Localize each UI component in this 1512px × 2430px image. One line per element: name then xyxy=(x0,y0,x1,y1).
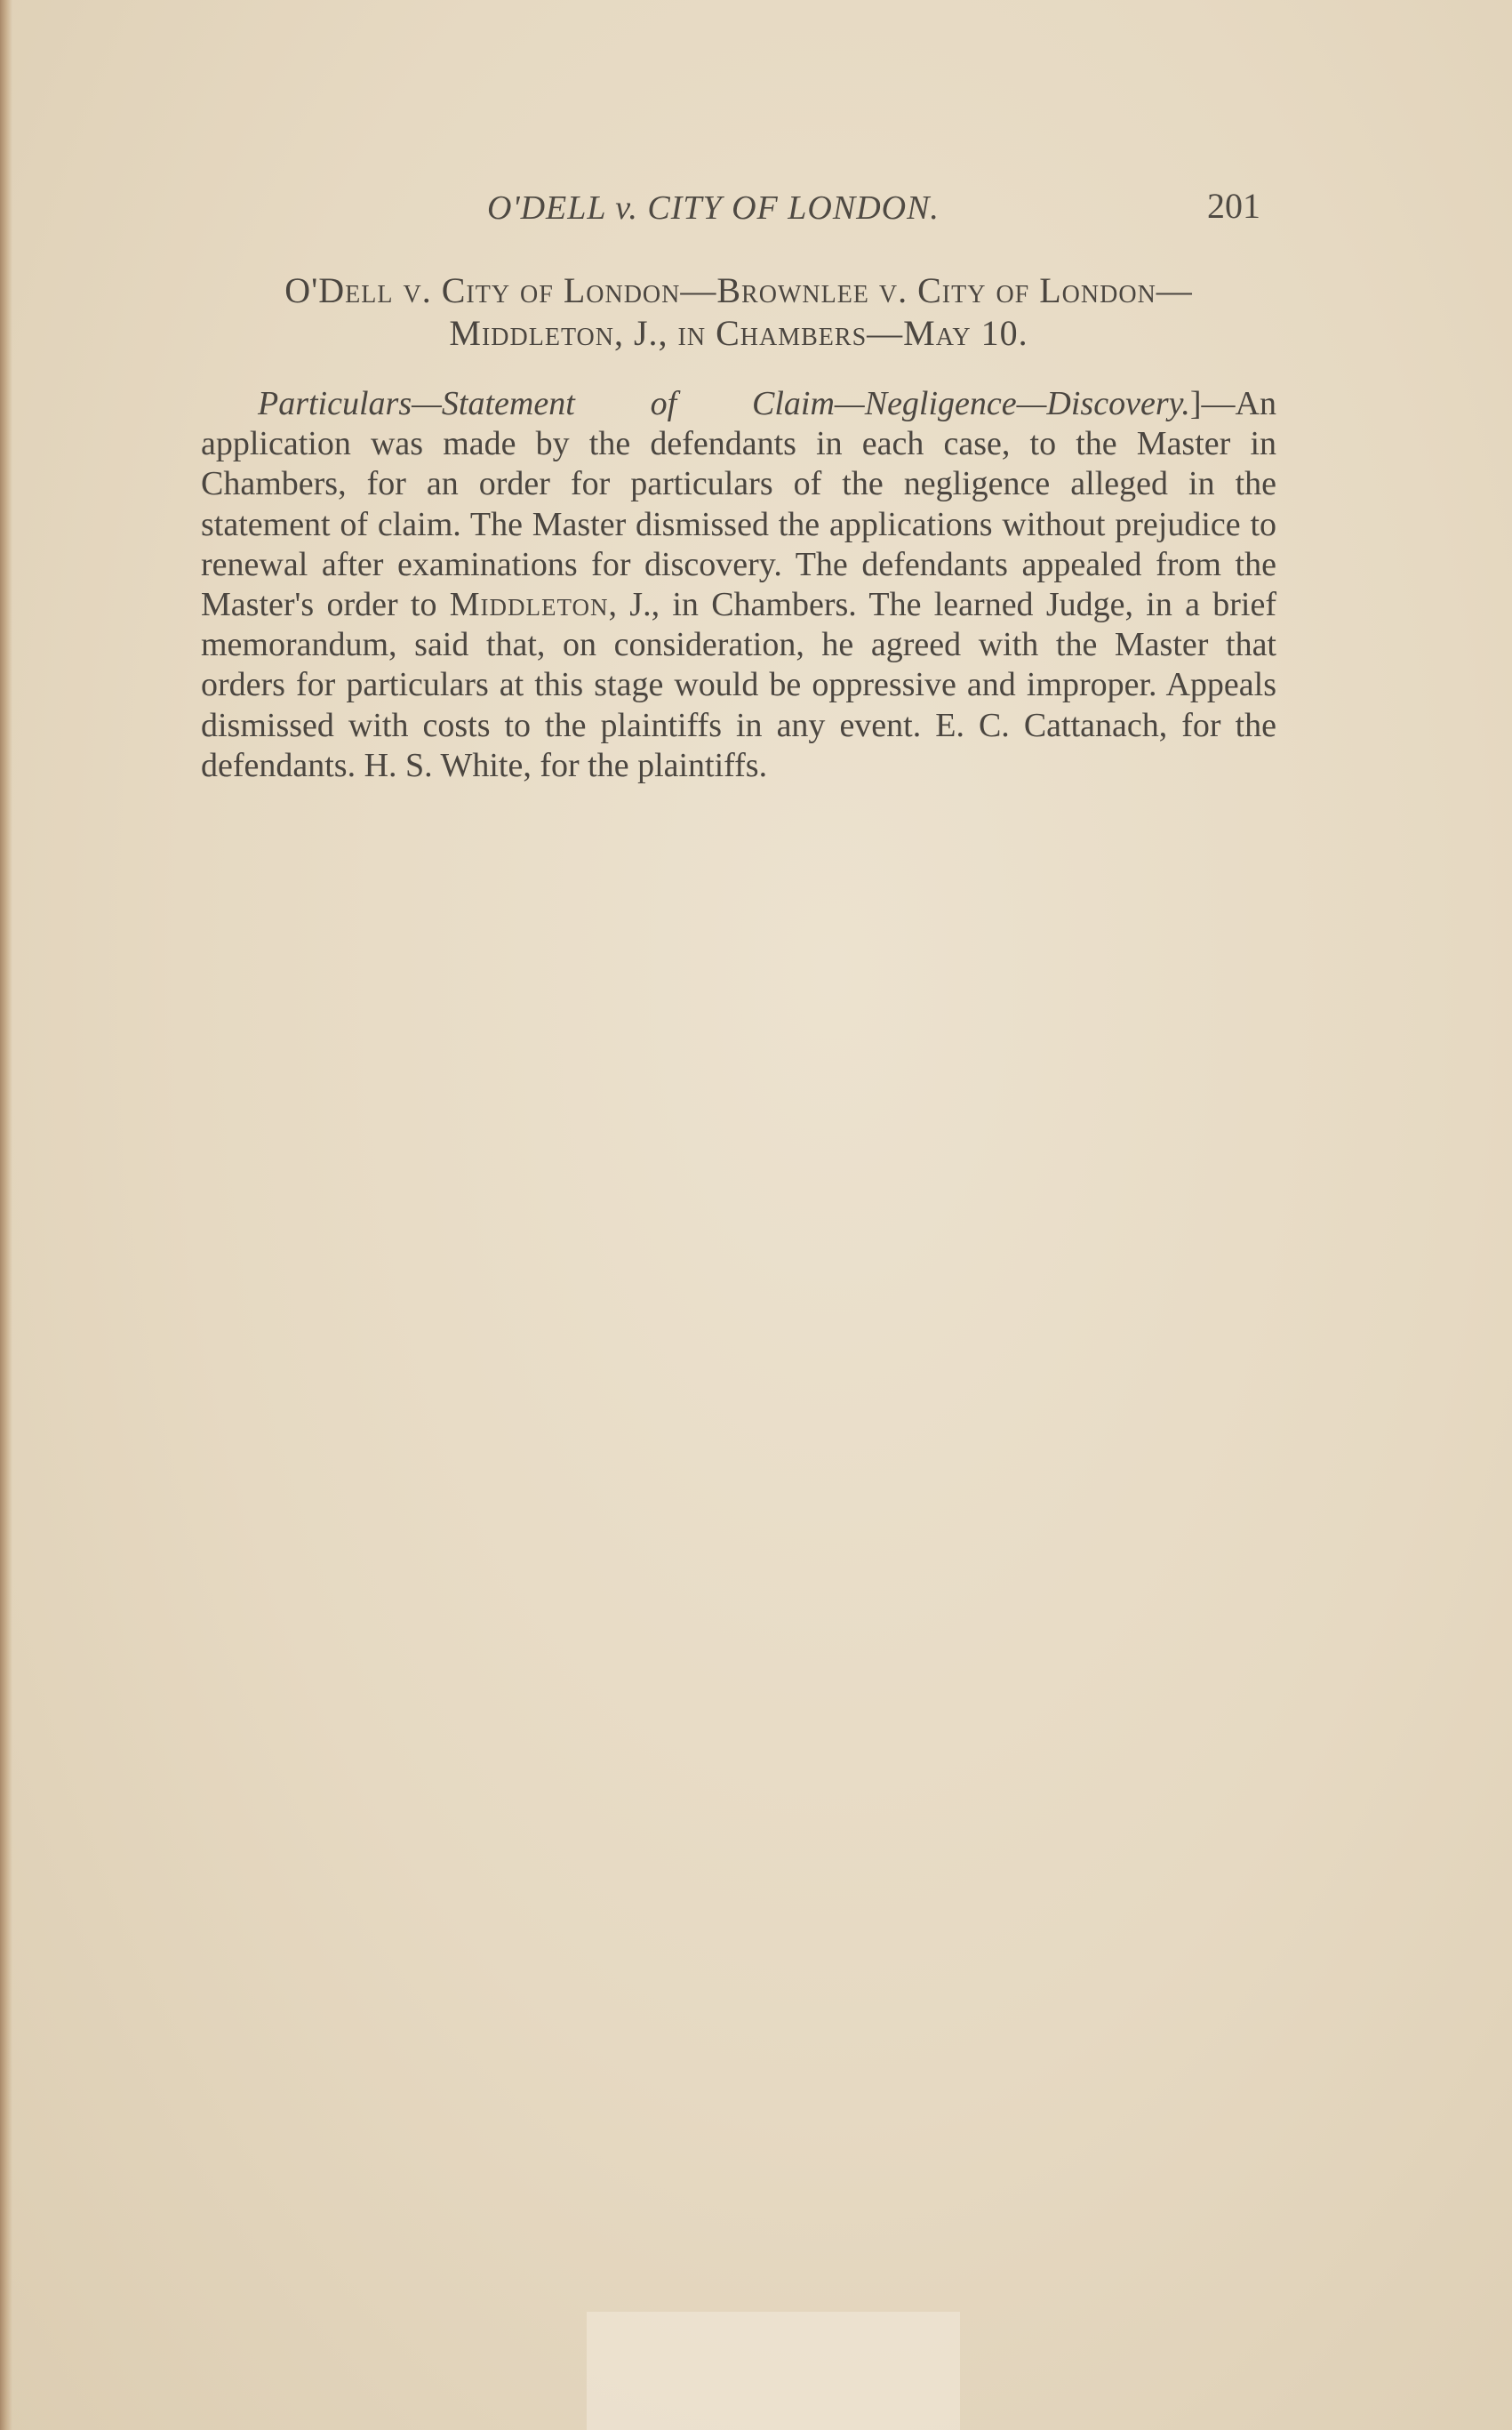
case-title-line-1: O'Dell v. City of London—Brownlee v. City of London— xyxy=(284,270,1193,310)
page-number: 201 xyxy=(1207,186,1260,226)
paper-stain xyxy=(587,2312,960,2430)
headnote: Particulars—Statement of Claim—Negligence—Discovery. xyxy=(258,385,1190,422)
body-text-part-2: , J., in Chambers. The learned Judge, in a brief memorandum, said that, on consideration, he agreed with the Master that orders for particulars at this stage would be oppressive and improper. Appeals dismissed with costs to the plaintiffs in any event. E. C. Cattanach, for the defendants. H. S. White, for the plaintiffs. xyxy=(201,586,1277,784)
body-text-part-1: ]—An application was made by the defendants in each case, to the Master in Chambers, for an order for particulars of the negligence alleged in the statement of claim. The Master dismissed the applications without prejudice to renewal after examinations for discovery. The defendants appealed from the Master's order to xyxy=(201,385,1276,624)
case-report-paragraph xyxy=(201,384,1276,786)
case-title xyxy=(201,269,1276,355)
page-binding-edge xyxy=(0,0,12,2430)
case-title-line-2: Middleton, J., in Chambers—May 10. xyxy=(449,313,1028,353)
judge-name: Middleton xyxy=(449,586,609,624)
running-head: O'DELL v. CITY OF LONDON. xyxy=(487,189,940,227)
